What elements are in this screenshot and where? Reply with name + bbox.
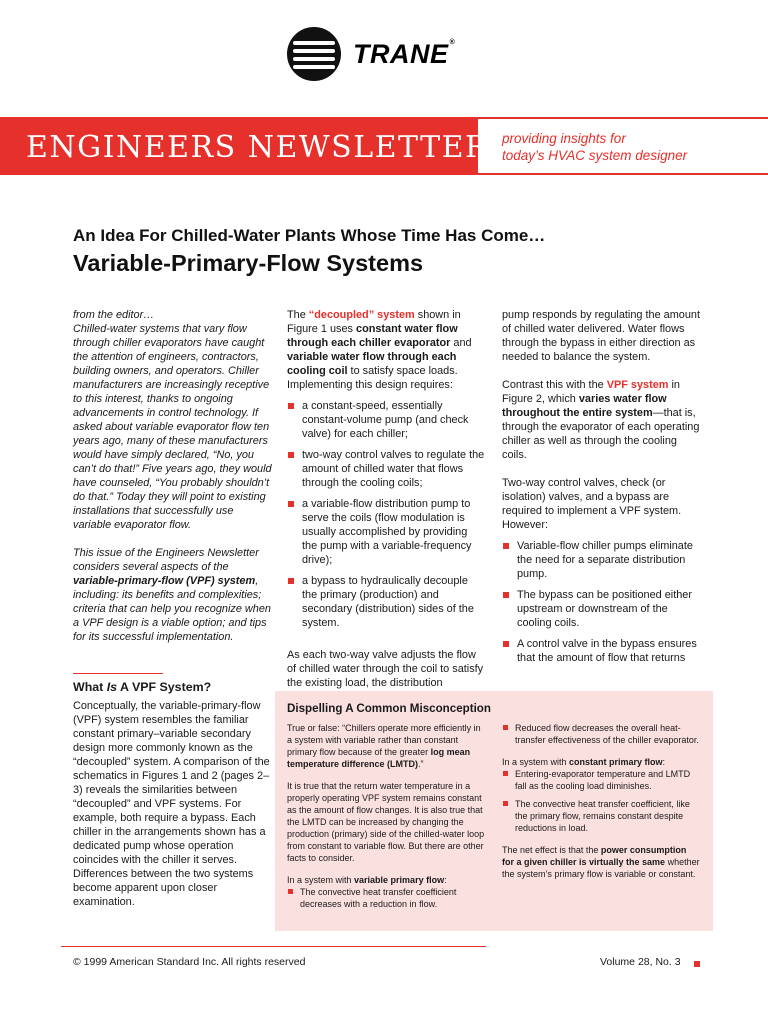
- list-item: The convective heat transfer coefficient decreases with a reduction in flow.: [287, 886, 485, 910]
- newsletter-banner: [0, 117, 768, 175]
- list-item: Reduced flow decreases the overall heat-transfer effectiveness of the chiller evaporator.: [502, 722, 700, 746]
- decoupled-intro: The “decoupled” system shown in Figure 1 uses constant water flow through each chiller evaporator and variable water flow through each cooling coil to satisfy space loads. Implementing this design requires:: [287, 309, 472, 391]
- list-item: Entering-evaporator temperature and LMTD fall as the cooling load diminishes.: [502, 768, 700, 792]
- vpf-features-list: [502, 539, 700, 665]
- sidebar-variable-flow-label: In a system with variable primary flow:: [287, 875, 447, 885]
- banner-tagline: providing insights for today’s HVAC system designer: [502, 131, 688, 163]
- sidebar-variable-flow-list-continued: [502, 722, 700, 746]
- editor-note: [73, 308, 273, 644]
- article-kicker: An Idea For Chilled-Water Plants Whose Time Has Come…: [73, 226, 546, 245]
- list-item: a variable-flow distribution pump to serve the coils (flow modulation is usually accomplished by providing the pump with a variable-frequency drive);: [287, 497, 485, 567]
- banner-title: ENGINEERS NEWSLETTER: [26, 130, 490, 165]
- section-divider: [73, 673, 163, 674]
- sidebar-left-column: [287, 722, 485, 910]
- right-column: [502, 308, 700, 665]
- sidebar-question: True or false: “Chillers operate more efficiently in a system with variable rather than constant primary flow because of the greater log mean temperature difference (LMTD).”: [287, 723, 481, 769]
- section-heading-what-is-vpf: What Is A VPF System?: [73, 680, 212, 694]
- sidebar-title: Dispelling A Common Misconception: [287, 702, 491, 715]
- vpf-section-body: Conceptually, the variable-primary-flow (VPF) system resembles the familiar constant primary–variable secondary design more commonly known as the “decoupled” system. A comparison of the schematics in Figures 1 and 2 (pages 2–3) reveals the similarities between “decoupled” and VPF systems. For example, both require a bypass. Each chiller in the arrangements shown has a dedicated pump whose operation coincides with the chiller it serves. Differences between the two systems become apparent upon closer examination.: [73, 700, 270, 908]
- sidebar-constant-flow-label: In a system with constant primary flow:: [502, 757, 666, 767]
- trane-wordmark: TRANE®: [353, 38, 456, 69]
- list-item: The convective heat transfer coefficient, like the primary flow, remains constant despite reductions in load.: [502, 798, 700, 834]
- copyright-notice: © 1999 American Standard Inc. All rights reserved: [73, 956, 306, 968]
- sidebar-paragraph: It is true that the return water temperature in a properly operating VPF system remains constant as the amount of flow changes. It is also true that the LMTD can be increased by changing the production (primary) side of the chilled-water loop from constant to variable flow. But there are other facts to consider.: [287, 781, 485, 863]
- right-paragraph-3: Two-way control valves, check (or isolation) valves, and a bypass are required to implement a VPF system. However:: [502, 477, 682, 531]
- banner-red-block: [0, 117, 490, 175]
- banner-rule-top: [478, 117, 768, 119]
- sidebar-constant-flow-list: [502, 768, 700, 834]
- sidebar-conclusion: The net effect is that the power consumption for a given chiller is virtually the same whether the system’s primary flow is variable or constant.: [502, 845, 700, 879]
- article-headline: Variable-Primary-Flow Systems: [73, 250, 424, 276]
- decoupled-requirements-list: [287, 399, 485, 630]
- square-bullet-icon: [694, 961, 700, 967]
- list-item: The bypass can be positioned either upstream or downstream of the cooling coils.: [502, 588, 700, 630]
- trane-logo: [287, 26, 455, 82]
- editor-paragraph-1: Chilled-water systems that vary flow through chiller evaporators have caught the attention of engineers, contractors, building owners, and operators. Chiller manufacturers are increasingly receptive to this interest, thanks to ongoing advancements in control technology. If asked about variable evaporator flow ten years ago, many of these manufacturers would have simply declared, “No, you can’t do that!” Five years ago, they would have counseled, “You probably shouldn’t do that.” Today they will point to existing installations that successfully use variable evaporator flow.: [73, 323, 272, 531]
- footer-rule: [61, 946, 486, 947]
- sidebar-right-column: [502, 722, 700, 880]
- volume-label: Volume 28, No. 3: [600, 956, 681, 968]
- middle-column: [287, 308, 485, 690]
- banner-rule-bottom: [478, 173, 768, 175]
- list-item: Variable-flow chiller pumps eliminate the need for a separate distribution pump.: [502, 539, 700, 581]
- editor-label: from the editor…: [73, 309, 155, 321]
- sidebar-variable-flow-list: [287, 886, 485, 910]
- list-item: A control valve in the bypass ensures that the amount of flow that returns: [502, 637, 700, 665]
- vpf-contrast-paragraph: Contrast this with the VPF system in Figure 2, which varies water flow throughout the entire system—that is, through the evaporator of each operating chiller as well as through the cooling coils.: [502, 379, 700, 461]
- list-item: a bypass to hydraulically decouple the primary (production) and secondary (distribution) sides of the system.: [287, 574, 485, 630]
- decoupled-closing: As each two-way valve adjusts the flow of chilled water through the coil to satisfy the existing load, the distribution: [287, 649, 484, 689]
- editor-paragraph-2: This issue of the Engineers Newsletter considers several aspects of the variable-primary-flow (VPF) system, including: its benefits and complexities; criteria that can help you recognize when a VPF design is a viable option; and tips for its successful implementation.: [73, 547, 271, 643]
- list-item: a constant-speed, essentially constant-volume pump (and check valve) for each chiller;: [287, 399, 485, 441]
- trane-logo-disc-icon: [287, 27, 341, 81]
- list-item: two-way control valves to regulate the amount of chilled water that flows through the cooling coils;: [287, 448, 485, 490]
- right-paragraph-1: pump responds by regulating the amount of chilled water delivered. Water flows through the bypass in either direction as needed to balance the system.: [502, 309, 700, 363]
